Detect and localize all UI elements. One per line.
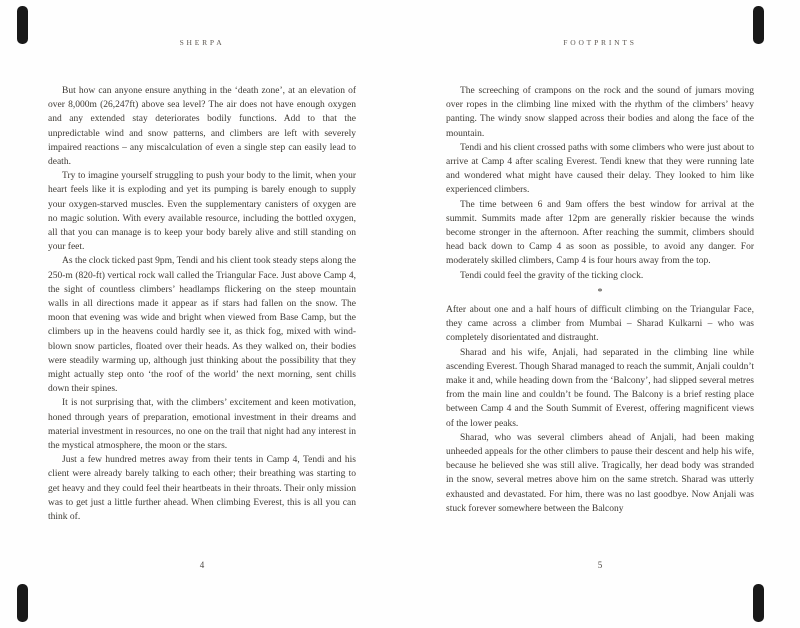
paragraph: Sharad, who was several climbers ahead of Anjali, had been making unheeded appeals for the other climbers to pause their descent and help his wife, because he believed she was still alive. Tragically, her dead body was stranded in the snow, several metres above him on the same stretch. Sharad was utterly exhausted and devastated. For him, there was no last goodbye. Now Anjali was stuck forever somewhere between the Balcony bbox=[446, 432, 754, 514]
paragraph: It is not surprising that, with the climbers’ excitement and keen motivation, honed through years of preparation, emotional investment in their dreams and material investment in resources, no one on the trail that night had any interest in the mystical atmosphere, the moon or the stars. bbox=[48, 398, 356, 452]
paragraph: The time between 6 and 9am offers the best window for arrival at the summit. Summits made after 12pm are generally riskier because the winds become stronger in the afternoon. After reaching the summit, climbers should head back down to Camp 4 as soon as possible, to avoid any danger. For moderately skilled climbers, Camp 4 is four hours away from the top. bbox=[446, 199, 754, 267]
paragraph: Try to imagine yourself struggling to push your body to the limit, when your heart feels like it is exploding and yet its pumping is barely enough to supply your oxygen-starved muscles. Even the supplementary canisters of oxygen are no magic solution. With every available resource, including the bottled oxygen, all that you can manage is to keep your body barely alive and still standing on your feet. bbox=[48, 171, 356, 253]
page-number-left: 4 bbox=[199, 560, 205, 570]
scanner-clip-mark-bottom-right bbox=[753, 584, 764, 622]
page-body-right bbox=[446, 84, 754, 516]
paragraph: After about one and a half hours of difficult climbing on the Triangular Face, they came across a climber from Mumbai – Sharad Kulkarni – who was completely disorientated and distraught. bbox=[446, 305, 754, 344]
running-header-left: SHERPA bbox=[179, 38, 225, 47]
paragraph: The screeching of crampons on the rock and the sound of jumars moving over ropes in the climbing line mixed with the rhythm of the climbers’ heavy panting. The windy snow slapped across their bodies and along the face of the mountain. bbox=[446, 86, 754, 139]
paragraph: As the clock ticked past 9pm, Tendi and his client took steady steps along the 250-m (820-ft) vertical rock wall called the Triangular Face. Just above Camp 4, the sight of countless climbers’ headlamps flickering on the steep mountain walls in all directions made it appear as if stars had fallen on the snow. The moon that evening was wide and bright when viewed from Base Camp, but the climbers up in the heavens could hardly see it, as thick fog, mixed with wind-blown snow particles, floated over their heads. As they walked on, their bodies were steadily warming up, although just thinking about the possibility that they might actually step onto ‘the roof of the world’ the next morning, sent chills down their spines. bbox=[48, 256, 356, 395]
page-number-right: 5 bbox=[597, 560, 603, 570]
page-body-left bbox=[48, 84, 356, 524]
section-break-asterisk: * bbox=[597, 286, 603, 298]
scanner-clip-mark-top-left bbox=[17, 6, 28, 44]
scanner-clip-mark-bottom-left bbox=[17, 584, 28, 622]
running-header-right: FOOTPRINTS bbox=[563, 38, 637, 47]
paragraph: Sharad and his wife, Anjali, had separated in the climbing line while ascending Everest. Though Sharad managed to reach the summit, Anjali couldn’t make it and, while heading down from the ‘Balcony’, had slipped several metres from the main line and couldn’t be found. The Balcony is a brief resting place between Camp 4 and the South Summit of Everest, offering magnificent views of the lower peaks. bbox=[446, 347, 754, 429]
paragraph: Just a few hundred metres away from their tents in Camp 4, Tendi and his client were already barely talking to each other; their breathing was starting to get heavy and they could feel their heartbeats in their throats. Their only mission was to get just a little further ahead. When climbing Everest, this is all you can think of. bbox=[48, 455, 356, 523]
scanner-clip-mark-top-right bbox=[753, 6, 764, 44]
paragraph: But how can anyone ensure anything in the ‘death zone’, at an elevation of over 8,000m (26,247ft) above sea level? The air does not have enough oxygen and any extended stay deteriorates bodily functions. Add to that the unpredictable wind and snow patterns, and climbers are left with severely impaired reactions – any miscalculation of even a single step can easily lead to death. bbox=[48, 86, 356, 168]
paragraph: Tendi could feel the gravity of the ticking clock. bbox=[460, 270, 644, 281]
paragraph: Tendi and his client crossed paths with some climbers who were just about to arrive at Camp 4 after scaling Everest. Tendi knew that they were running late and wondered what might have caused their delay. They looked to him like experienced climbers. bbox=[446, 142, 754, 196]
